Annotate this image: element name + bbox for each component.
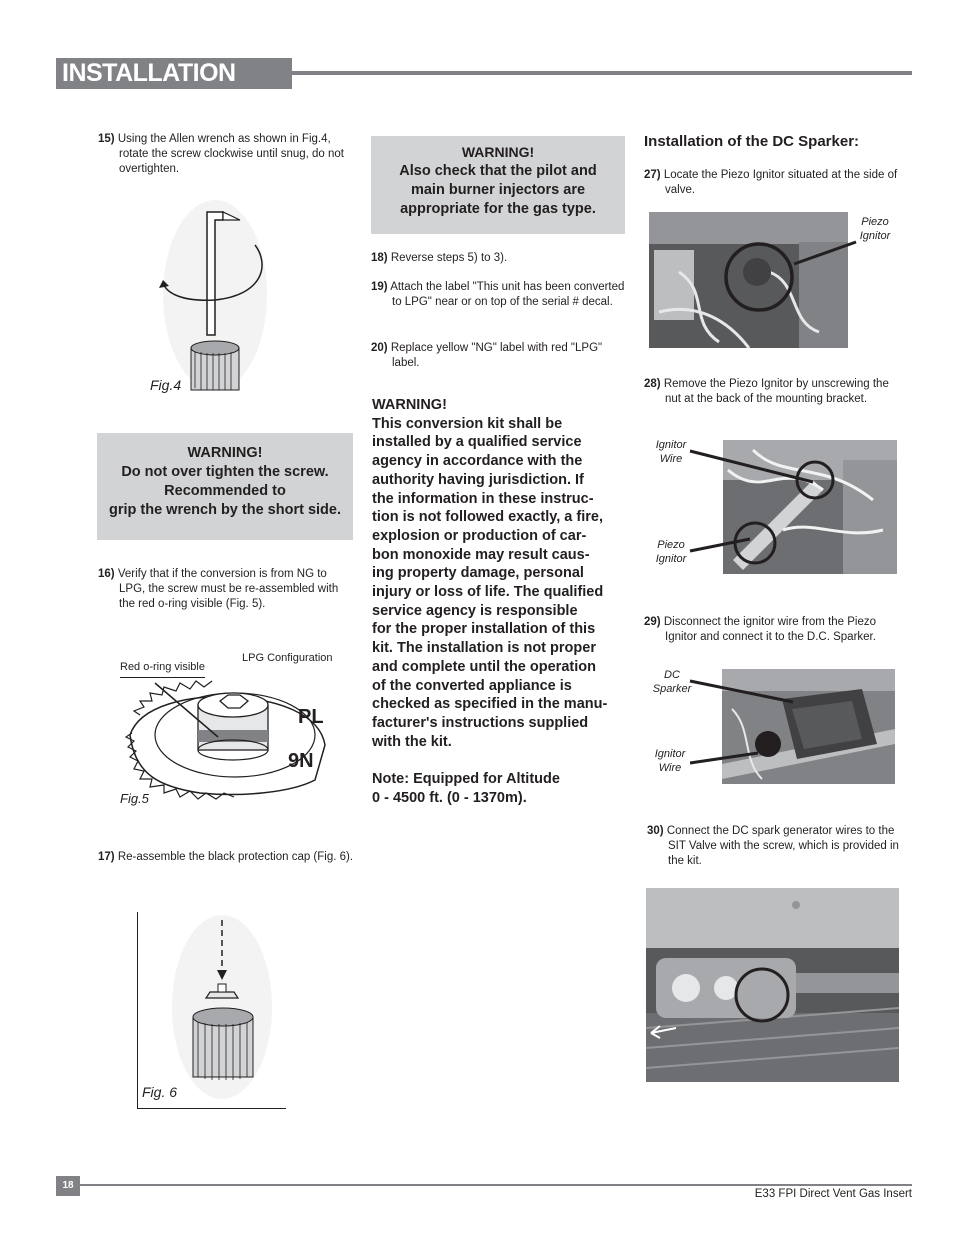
warning-line: Do not over tighten the screw. [121, 464, 329, 480]
header-rule [292, 71, 912, 75]
page-title: INSTALLATION [62, 59, 236, 87]
warning-line: authority having jurisdiction. If [372, 471, 584, 488]
step-28 [644, 377, 900, 407]
page-number: 18 [56, 1176, 80, 1196]
piezo-callout-line [790, 240, 860, 270]
photo-piezo-ignitor [649, 212, 848, 348]
sit-valve-photo [646, 888, 899, 1082]
photo-sit-valve [646, 888, 899, 1082]
lpg-configuration-label: LPG Configuration [242, 652, 333, 664]
step-text: Verify that if the conversion is from NG to LPG, the screw must be re-assembled with the red o-ring visible (Fig. 5). [117, 568, 339, 610]
step-number: 15) [98, 133, 115, 145]
step-20 [371, 341, 627, 371]
warning-line: Recommended to [164, 483, 286, 499]
ignitor-wire-label-2 [646, 747, 694, 775]
warning-line: injury or loss of life. The qualified [372, 584, 604, 601]
step-18 [371, 251, 627, 266]
figure-6-label: Fig. 6 [142, 1084, 178, 1100]
step-number: 18) [371, 252, 388, 264]
altitude-range: 0 - 4500 ft. (0 - 1370m). [372, 789, 527, 806]
warning-line: explosion or production of car- [372, 527, 587, 544]
annotation-line: Piezo [657, 539, 685, 551]
footer-rule [80, 1184, 912, 1186]
step-29 [644, 615, 900, 645]
annotation-line: Piezo [861, 216, 889, 228]
step-number: 20) [371, 342, 388, 354]
warning-line: with the kit. [372, 733, 452, 750]
warning-line: kit. The installation is not proper [372, 640, 596, 657]
warning-line: the information in these instruc- [372, 490, 594, 507]
step-19 [371, 280, 627, 310]
warning-line: service agency is responsible [372, 602, 578, 619]
document-title: E33 FPI Direct Vent Gas Insert [754, 1188, 912, 1200]
warning-line: agency in accordance with the [372, 453, 583, 470]
step-text: Connect the DC spark generator wires to the SIT Valve with the screw, which is provided in the kit. [666, 825, 899, 867]
step-text: Reverse steps 5) to 3). [390, 252, 508, 264]
annotation-line: DC [664, 669, 680, 681]
step-text: Re-assemble the black protection cap (Fig. 6). [117, 851, 354, 863]
step-17 [98, 850, 354, 865]
step-27 [644, 168, 900, 198]
warning-line: Also check that the pilot and [399, 163, 597, 179]
annotation-line: Ignitor [655, 439, 687, 451]
step-number: 27) [644, 169, 661, 181]
annotation-line: Ignitor [859, 230, 891, 242]
altitude-note: Note: Equipped for Altitude [372, 771, 560, 788]
step-number: 19) [371, 281, 388, 293]
annotation-line: Wire [659, 453, 683, 465]
warning-line: for the proper installation of this [372, 621, 596, 638]
piezo-ignitor-photo [649, 212, 848, 348]
step-15 [98, 132, 354, 177]
step-text: Disconnect the ignitor wire from the Piezo Ignitor and connect it to the D.C. Sparker. [663, 616, 877, 643]
figure-6-frame [137, 912, 286, 1109]
step-30 [647, 824, 903, 869]
step-text: Remove the Piezo Ignitor by unscrewing the nut at the back of the mounting bracket. [663, 378, 889, 405]
warning-line: bon monoxide may result caus- [372, 546, 590, 563]
dc-sparker-heading: Installation of the DC Sparker: [644, 133, 860, 150]
step-text: Locate the Piezo Ignitor situated at the side of valve. [663, 169, 898, 196]
piezo-ignitor-label [850, 215, 900, 243]
warning-line: ing property damage, personal [372, 565, 584, 582]
figure-4-allen-wrench [145, 200, 275, 395]
warning-line: checked as specified in the manu- [372, 696, 608, 713]
warning-line: main burner injectors are [410, 182, 586, 198]
red-oring-callout: Red o-ring visible [120, 661, 205, 678]
svg-text:9N: 9N [288, 750, 314, 772]
step-text: Using the Allen wrench as shown in Fig.4, rotate the screw clockwise until snug, do not overtighten. [117, 133, 345, 175]
annotation-line: Sparker [652, 683, 692, 695]
svg-text:PL: PL [298, 706, 324, 728]
warning-line: This conversion kit shall be [372, 415, 563, 432]
warning-title: WARNING! [187, 445, 263, 461]
photo2-callout-lines [688, 445, 818, 555]
step-text: Attach the label "This unit has been converted to LPG" near or on top of the serial # decal. [390, 281, 625, 308]
warning-line: facturer's instructions supplied [372, 714, 589, 731]
step-text: Replace yellow "NG" label with red "LPG" label. [390, 342, 603, 369]
figure-4-label: Fig.4 [150, 377, 182, 393]
step-number: 28) [644, 378, 661, 390]
figure-5-lpg-screw [120, 675, 330, 800]
step-number: 16) [98, 568, 115, 580]
lpg-screw-illustration [120, 675, 330, 800]
warning-line: appropriate for the gas type. [400, 201, 596, 217]
annotation-line: Ignitor [655, 553, 687, 565]
step-number: 30) [647, 825, 664, 837]
warning-title: WARNING! [372, 397, 447, 413]
warning-box-overtighten [97, 433, 353, 540]
warning-line: of the converted appliance is [372, 677, 572, 694]
step-number: 29) [644, 616, 661, 628]
warning-line: tion is not followed exactly, a fire, [372, 509, 603, 526]
warning-title: WARNING! [461, 144, 535, 160]
protection-cap-illustration [138, 912, 284, 1102]
warning-line: grip the wrench by the short side. [108, 502, 342, 518]
warning-line: and complete until the operation [372, 658, 596, 675]
annotation-line: Ignitor [654, 748, 686, 760]
warning-box-gas-type [371, 136, 625, 234]
allen-wrench-illustration [145, 200, 275, 395]
photo3-callout-lines [688, 675, 798, 770]
warning-conversion-kit [372, 396, 634, 807]
annotation-line: Wire [658, 762, 682, 774]
figure-5-label: Fig.5 [120, 791, 149, 806]
step-number: 17) [98, 851, 115, 863]
step-16 [98, 567, 354, 612]
warning-line: installed by a qualified service [372, 434, 582, 451]
